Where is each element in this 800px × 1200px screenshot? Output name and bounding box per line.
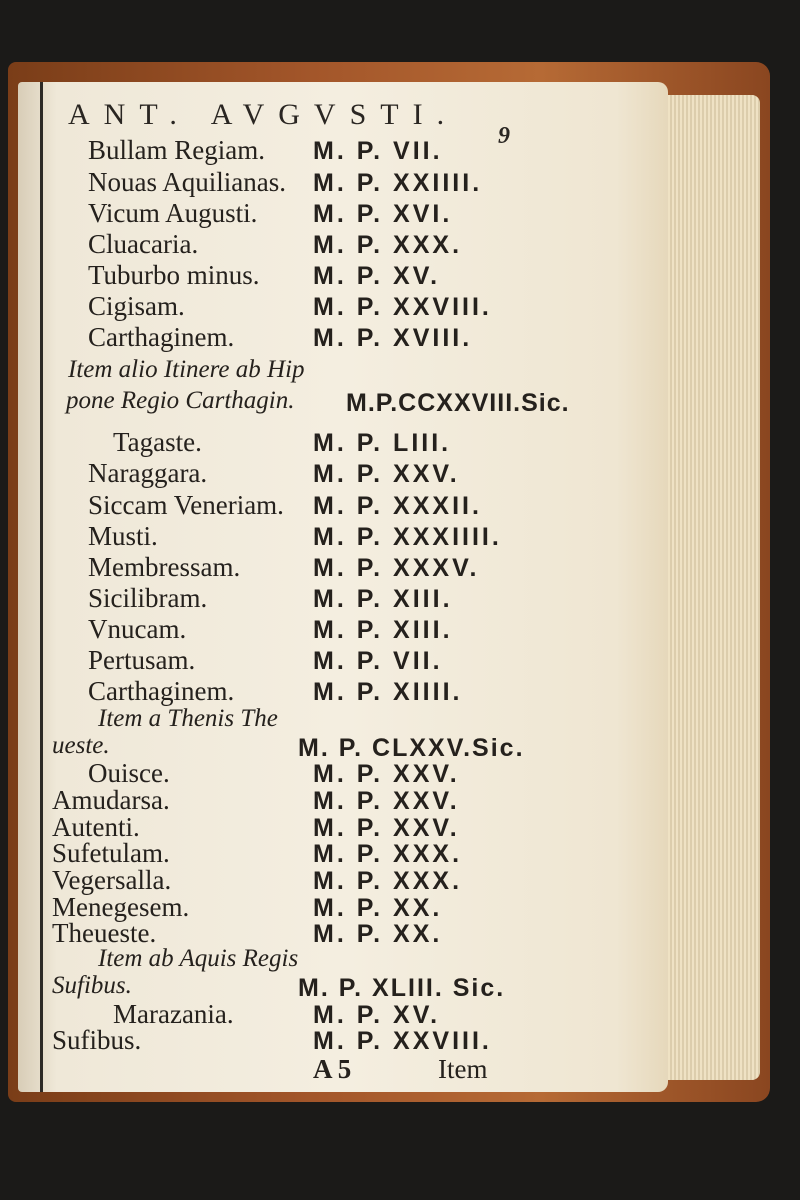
distance: M. P. XXX. — [313, 867, 463, 896]
place-name: Ouisce. — [88, 758, 170, 789]
place-name: Sicilibram. — [88, 582, 208, 613]
section-heading-cont: ueste. — [52, 731, 110, 759]
catchword: Item — [438, 1053, 488, 1084]
catchword-line — [18, 1054, 668, 1090]
list-item — [18, 198, 668, 232]
book-page — [18, 82, 668, 1092]
place-name: Nouas Aquilianas. — [88, 166, 286, 197]
list-item — [18, 583, 668, 617]
distance: M. P. XVIII. — [313, 324, 473, 353]
place-name: Carthaginem. — [88, 676, 235, 707]
place-name: Siccam Veneriam. — [88, 489, 284, 520]
distance: M. P. XXX. — [313, 230, 463, 259]
distance: M. P. XV. — [313, 261, 441, 290]
place-name: Vicum Augusti. — [88, 197, 258, 228]
section-heading: Item ab Aquis Regis — [98, 945, 299, 973]
section-heading-line — [18, 387, 668, 421]
distance: M. P. XXV. — [313, 460, 460, 489]
place-name: Tagaste. — [113, 427, 202, 458]
distance: M. P. XIII. — [313, 584, 453, 613]
place-name: Sufetulam. — [52, 838, 170, 869]
list-item — [18, 521, 668, 555]
section-total: M. P. XLIII. Sic. — [298, 973, 506, 1002]
place-name: Pertusam. — [88, 645, 196, 676]
distance: M. P. XVI. — [313, 199, 453, 228]
place-name: Theueste. — [52, 918, 157, 949]
signature-mark: A 5 — [313, 1053, 352, 1084]
place-name: Vegersalla. — [52, 865, 172, 896]
distance: M. P. XXVIII. — [313, 1027, 492, 1056]
distance: M. P. XX. — [313, 920, 443, 949]
distance: M. P. XXXII. — [313, 491, 482, 520]
distance: M. P. XXX. — [313, 840, 463, 869]
section-total: M. P. CLXXV.Sic. — [298, 733, 525, 762]
distance: M. P. XIII. — [313, 616, 453, 645]
list-item — [18, 291, 668, 325]
section-heading-cont: Sufibus. — [52, 971, 132, 999]
place-name: Amudarsa. — [52, 784, 170, 815]
place-name: Cigisam. — [88, 291, 185, 322]
place-name: Bullam Regiam. — [88, 135, 265, 166]
place-name: Autenti. — [52, 811, 140, 842]
distance: M. P. XV. — [313, 1000, 441, 1029]
place-name: Membressam. — [88, 551, 241, 582]
list-item — [18, 552, 668, 586]
list-item — [18, 135, 668, 169]
section-total: M.P.CCXXVIII.Sic. — [346, 389, 570, 418]
section-heading: Item a Thenis The — [98, 704, 278, 732]
distance: M. P. XXXIIII. — [313, 522, 502, 551]
place-name: Menegesem. — [52, 891, 190, 922]
place-name: Musti. — [88, 520, 158, 551]
place-name: Marazania. — [113, 998, 234, 1029]
list-item — [18, 427, 668, 461]
section-heading: Item alio Itinere ab Hip — [68, 356, 305, 384]
running-title: ANT. AVGVSTI. — [68, 98, 459, 132]
page-number: 9 — [498, 122, 510, 149]
distance: M. P. XXV. — [313, 786, 460, 815]
distance: M. P. LIII. — [313, 429, 452, 458]
list-item — [18, 490, 668, 524]
list-item — [18, 458, 668, 492]
place-name: Carthaginem. — [88, 322, 235, 353]
distance: M. P. XXV. — [313, 760, 460, 789]
place-name: Tuburbo minus. — [88, 259, 260, 290]
distance: M. P. XXXV. — [313, 553, 480, 582]
list-item — [18, 322, 668, 356]
list-item — [18, 167, 668, 201]
list-item — [18, 260, 668, 294]
distance: M. P. XX. — [313, 893, 443, 922]
distance: M. P. XXV. — [313, 813, 460, 842]
section-heading-cont: pone Regio Carthagin. — [66, 387, 295, 415]
distance: M. P. XXIIII. — [313, 168, 483, 197]
distance: M. P. VII. — [313, 647, 443, 676]
list-item — [18, 645, 668, 679]
place-name: Naraggara. — [88, 458, 208, 489]
place-name: Vnucam. — [88, 614, 187, 645]
list-item — [18, 614, 668, 648]
distance: M. P. XXVIII. — [313, 293, 492, 322]
place-name: Sufibus. — [52, 1025, 142, 1056]
distance: M. P. XIIII. — [313, 678, 463, 707]
place-name: Cluacaria. — [88, 228, 199, 259]
list-item — [18, 229, 668, 263]
distance: M. P. VII. — [313, 137, 443, 166]
